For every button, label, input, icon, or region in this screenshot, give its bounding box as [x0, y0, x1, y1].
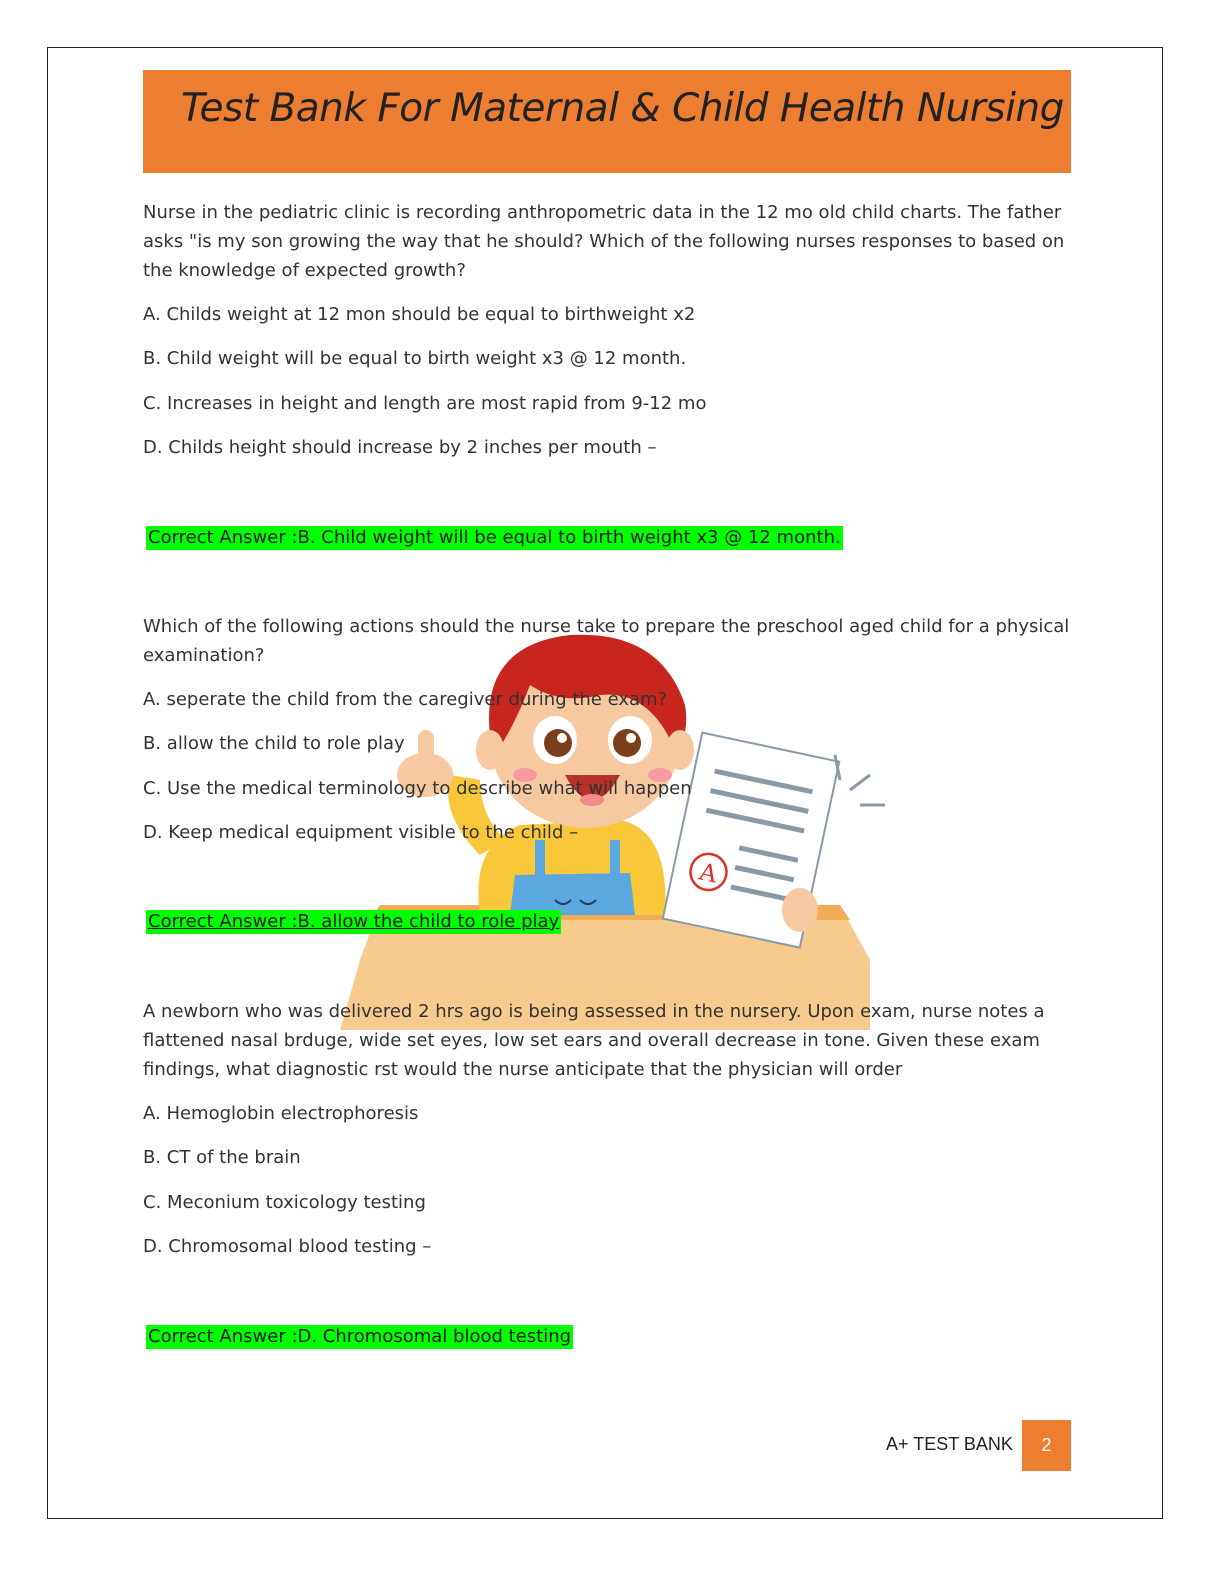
question-3-answer: Correct Answer :D. Chromosomal blood testing — [148, 1326, 572, 1347]
page-title: Test Bank For Maternal & Child Health Nursing — [181, 86, 1064, 131]
question-3-option-a: A. Hemoglobin electrophoresis — [143, 1103, 419, 1124]
question-2-stem: Which of the following actions should the nurse take to prepare the preschool aged child for a physical examination? — [143, 616, 1076, 666]
svg-text:A: A — [696, 857, 720, 889]
question-1-option-a: A. Childs weight at 12 mon should be equal to birthweight x2 — [143, 304, 696, 325]
footer-label: A+ TEST BANK — [886, 1434, 1013, 1454]
question-1-answer: Correct Answer :B. Child weight will be equal to birth weight x3 @ 12 month. — [148, 527, 841, 548]
question-2-option-a: A. seperate the child from the caregiver during the exam? — [143, 689, 668, 710]
question-2-option-c: C. Use the medical terminology to describe what will happen — [143, 778, 692, 799]
title-banner — [143, 70, 1071, 173]
question-1-option-d: D. Childs height should increase by 2 inches per mouth – — [143, 437, 657, 458]
question-1-stem: Nurse in the pediatric clinic is recording anthropometric data in the 12 mo old child charts. The father asks "is my son growing the way that he should? Which of the following nurses responses to based on the knowledge of expected growth? — [143, 202, 1071, 281]
question-1-option-c: C. Increases in height and length are most rapid from 9-12 mo — [143, 393, 707, 414]
question-3-option-b: B. CT of the brain — [143, 1147, 301, 1168]
question-3-stem: A newborn who was delivered 2 hrs ago is being assessed in the nursery. Upon exam, nurse notes a flattened nasal brduge, wide set eyes, low set ears and overall decrease in tone. Given these exam findings, what diagnostic rst would the nurse anticipate that the physician will order — [143, 1001, 1051, 1080]
page-number: 2 — [1022, 1420, 1071, 1471]
question-1-option-b: B. Child weight will be equal to birth weight x3 @ 12 month. — [143, 348, 687, 369]
question-2-option-b: B. allow the child to role play — [143, 733, 405, 754]
question-2-option-d: D. Keep medical equipment visible to the child – — [143, 822, 579, 843]
question-3-option-c: C. Meconium toxicology testing — [143, 1192, 426, 1213]
question-2-answer: Correct Answer :B. allow the child to role play — [148, 911, 560, 932]
question-3-option-d: D. Chromosomal blood testing – — [143, 1236, 432, 1257]
